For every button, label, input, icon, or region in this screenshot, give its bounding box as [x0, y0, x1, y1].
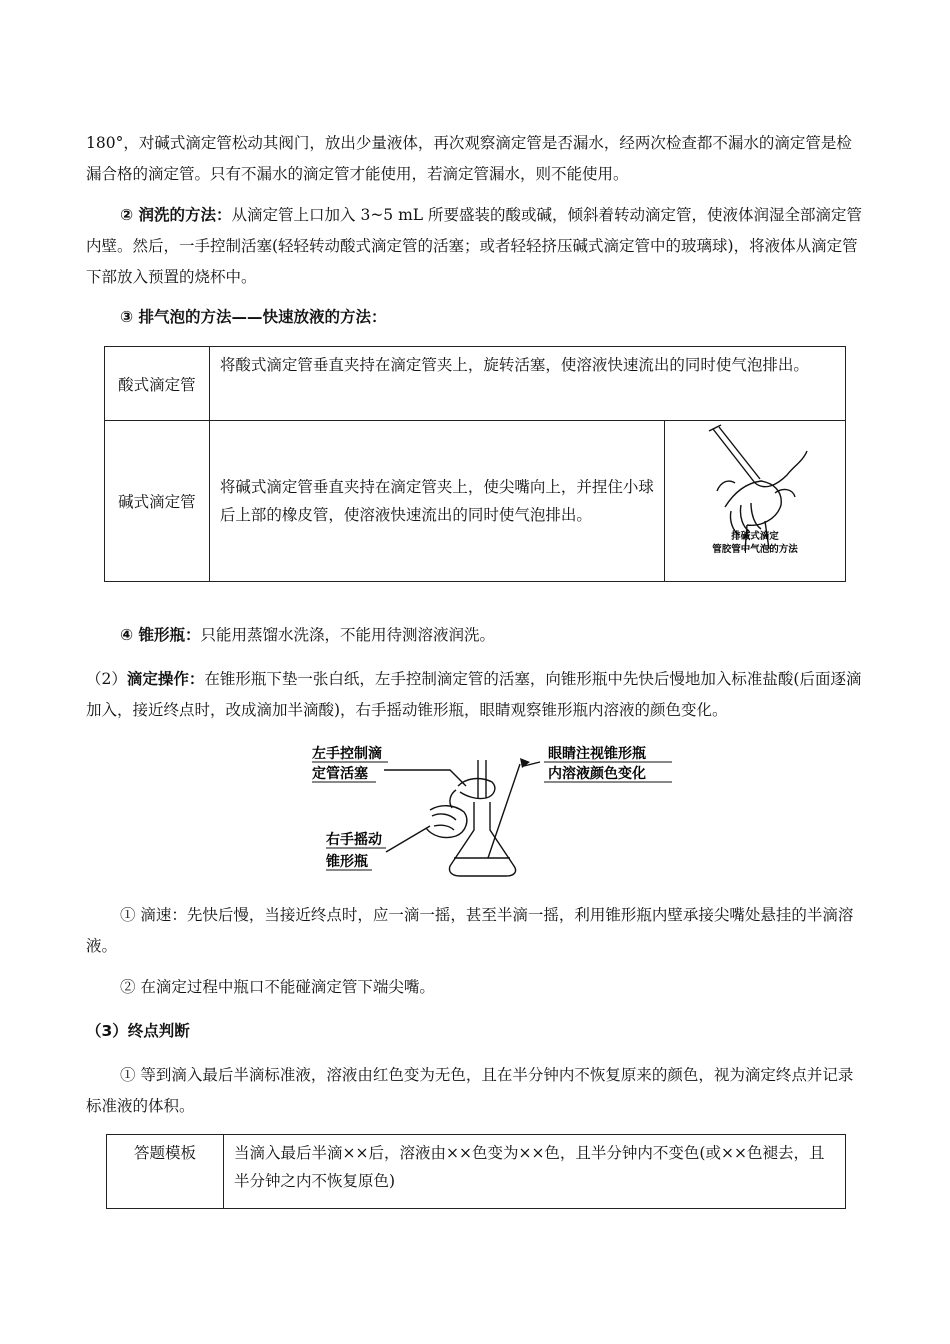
answer-template-label: 答题模板	[107, 1135, 224, 1209]
label-eye-line2: 内溶液颜色变化	[548, 766, 646, 782]
label-left-hand-line2: 定管活塞	[312, 766, 368, 782]
paragraph-rinse	[86, 200, 864, 293]
bubble-table	[104, 346, 846, 582]
operation-prefix: （2）	[86, 670, 127, 688]
operation-heading: 滴定操作：	[126, 670, 205, 688]
acid-burette-label: 酸式滴定管	[105, 347, 210, 421]
bubble-figure-cell	[664, 421, 845, 582]
paragraph-operation	[86, 664, 864, 726]
paragraph-flask	[86, 620, 864, 651]
flask-text: 只能用蒸馏水洗涤，不能用待测溶液润洗。	[200, 626, 496, 644]
answer-template-table	[106, 1134, 846, 1209]
answer-template-text: 当滴入最后半滴××后，溶液由××色变为××色，且半分钟内不变色(或××色褪去，且半分钟之内不恢复原色)	[224, 1135, 846, 1209]
paragraph-leak-check: 180°，对碱式滴定管松动其阀门，放出少量液体，再次观察滴定管是否漏水，经两次检查都不漏水的滴定管是检漏合格的滴定管。只有不漏水的滴定管才能使用，若滴定管漏水，则不能使用。	[86, 134, 852, 183]
burette-hand-illustration	[665, 421, 845, 581]
flask-heading: ④ 锥形瓶：	[120, 626, 201, 644]
paragraph-endpoint: ① 等到滴入最后半滴标准液，溶液由红色变为无色，且在半分钟内不恢复原来的颜色，视为滴定终点并记录标准液的体积。	[86, 1066, 854, 1115]
acid-burette-text: 将酸式滴定管垂直夹持在滴定管夹上，旋转活塞，使溶液快速流出的同时使气泡排出。	[209, 347, 845, 421]
label-right-hand-line2: 锥形瓶	[326, 854, 368, 870]
rinse-heading: ② 润洗的方法：	[120, 206, 232, 224]
label-left-hand-line1: 左手控制滴	[312, 746, 382, 762]
paragraph-speed: ① 滴速：先快后慢，当接近终点时，应一滴一摇，甚至半滴一摇，利用锥形瓶内壁承接尖嘴处悬挂的半滴溶液。	[86, 906, 854, 955]
paragraph-no-touch: ② 在滴定过程中瓶口不能碰滴定管下端尖嘴。	[120, 978, 435, 996]
figure-caption-line1: 排碱式滴定	[731, 531, 779, 542]
endpoint-heading: （3）终点判断	[86, 1022, 190, 1040]
rinse-text: 从滴定管上口加入 3~5 mL 所要盛装的酸或碱，倾斜着转动滴定管，使液体润湿全部滴定管内壁。然后，一手控制活塞(轻轻转动酸式滴定管的活塞；或者轻轻挤压碱式滴定管中的玻璃球)，将液体从滴定管下部放入预置的烧杯中。	[86, 206, 863, 286]
titration-diagram	[300, 740, 680, 888]
label-right-hand-line1: 右手摇动	[326, 832, 382, 848]
base-burette-label: 碱式滴定管	[105, 421, 210, 582]
label-eye-line1: 眼睛注视锥形瓶	[548, 746, 646, 762]
base-burette-text: 将碱式滴定管垂直夹持在滴定管夹上，使尖嘴向上，并捏住小球后上部的橡皮管，使溶液快速流出的同时使气泡排出。	[209, 421, 664, 582]
figure-caption-line2: 管胶管中气泡的方法	[712, 544, 798, 555]
bubble-heading: ③ 排气泡的方法——快速放液的方法：	[120, 308, 387, 326]
operation-text: 在锥形瓶下垫一张白纸，左手控制滴定管的活塞，向锥形瓶中先快后慢地加入标准盐酸(后面逐滴加入，接近终点时，改成滴加半滴酸)，右手摇动锥形瓶，眼睛观察锥形瓶内溶液的颜色变化。	[86, 670, 862, 719]
